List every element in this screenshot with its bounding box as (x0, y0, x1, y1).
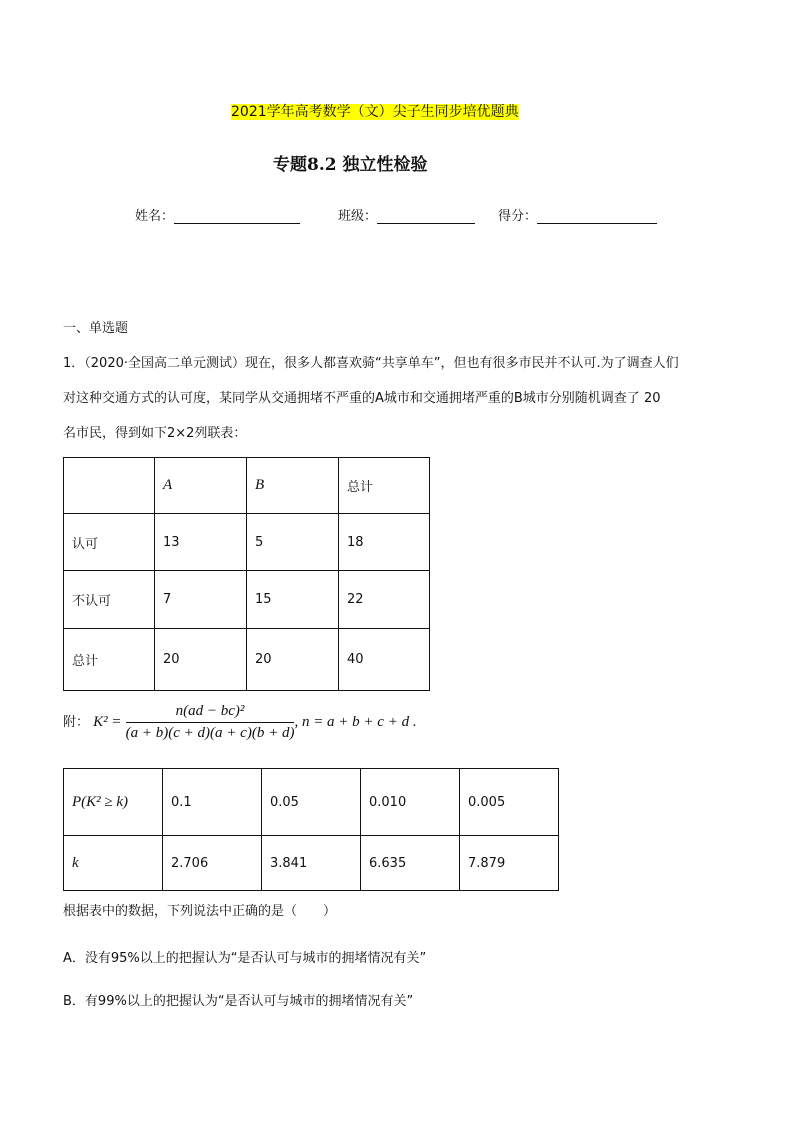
table-row (64, 571, 430, 629)
section-heading: 一、单选题 (63, 321, 129, 336)
table-cell: 0.1 (163, 769, 262, 836)
question-line-2: 对这种交通方式的认可度，某同学从交通拥堵不严重的A城市和交通拥堵严重的B城市分别随机调查了 20 (63, 391, 661, 406)
table-cell: 6.635 (361, 836, 460, 891)
table-header-row (64, 458, 430, 514)
option-b: B．有99%以上的把握认为“是否认可与城市的拥堵情况有关” (63, 994, 414, 1009)
series-title-text: 2021学年高考数学（文）尖子生同步培优题典 (231, 104, 519, 120)
table-cell: A (155, 458, 247, 514)
table-cell (64, 458, 155, 514)
table-cell: 认可 (64, 514, 155, 571)
table-row (64, 514, 430, 571)
table-cell: 7 (155, 571, 247, 629)
table-cell: 0.005 (460, 769, 559, 836)
formula-denominator: (a + b)(c + d)(a + c)(b + d) (125, 725, 295, 741)
formula-prefix: 附： (63, 715, 90, 730)
table-cell: 13 (155, 514, 247, 571)
table-cell: 不认可 (64, 571, 155, 629)
question-line-3: 名市民，得到如下2×2列联表： (63, 426, 247, 441)
table-cell: k (64, 836, 163, 891)
score-field (498, 205, 657, 224)
critical-value-table (63, 768, 559, 891)
table-cell: 总计 (339, 458, 430, 514)
question-prompt: 根据表中的数据，下列说法中正确的是（ ） (63, 904, 337, 919)
formula-lhs: K² = (93, 714, 122, 730)
class-blank (377, 209, 475, 224)
table-cell: 40 (339, 629, 430, 691)
formula-suffix: , n = a + b + c + d . (294, 714, 417, 730)
name-label: 姓名： (135, 209, 175, 224)
table-cell: B (247, 458, 339, 514)
question-line-1: 1．（2020·全国高二单元测试）现在，很多人都喜欢骑“共享单车”，但也有很多市民并不认可.为了调查人们 (63, 356, 679, 371)
table-cell: 5 (247, 514, 339, 571)
table-cell: 22 (339, 571, 430, 629)
class-label: 班级： (338, 209, 378, 224)
table-cell: 20 (155, 629, 247, 691)
table-cell: 0.010 (361, 769, 460, 836)
formula-fraction (126, 703, 295, 742)
table-cell: P(K² ≥ k) (64, 769, 163, 836)
table-row (64, 769, 559, 836)
formula (63, 703, 417, 742)
table-cell: 7.879 (460, 836, 559, 891)
topic-title: 专题8.2 独立性检验 (273, 155, 428, 175)
name-blank (174, 209, 300, 224)
table-cell: 0.05 (262, 769, 361, 836)
table-cell: 15 (247, 571, 339, 629)
formula-numerator: n(ad − bc)² (126, 703, 295, 723)
table-row (64, 836, 559, 891)
series-title (231, 101, 519, 121)
table-cell: 18 (339, 514, 430, 571)
table-cell: 20 (247, 629, 339, 691)
table-cell: 总计 (64, 629, 155, 691)
table-row (64, 629, 430, 691)
score-blank (537, 209, 657, 224)
table-cell: 2.706 (163, 836, 262, 891)
table-cell: 3.841 (262, 836, 361, 891)
contingency-table (63, 457, 430, 691)
name-field (135, 205, 300, 224)
option-a: A．没有95%以上的把握认为“是否认可与城市的拥堵情况有关” (63, 951, 427, 966)
score-label: 得分： (498, 209, 538, 224)
class-field (338, 205, 475, 224)
